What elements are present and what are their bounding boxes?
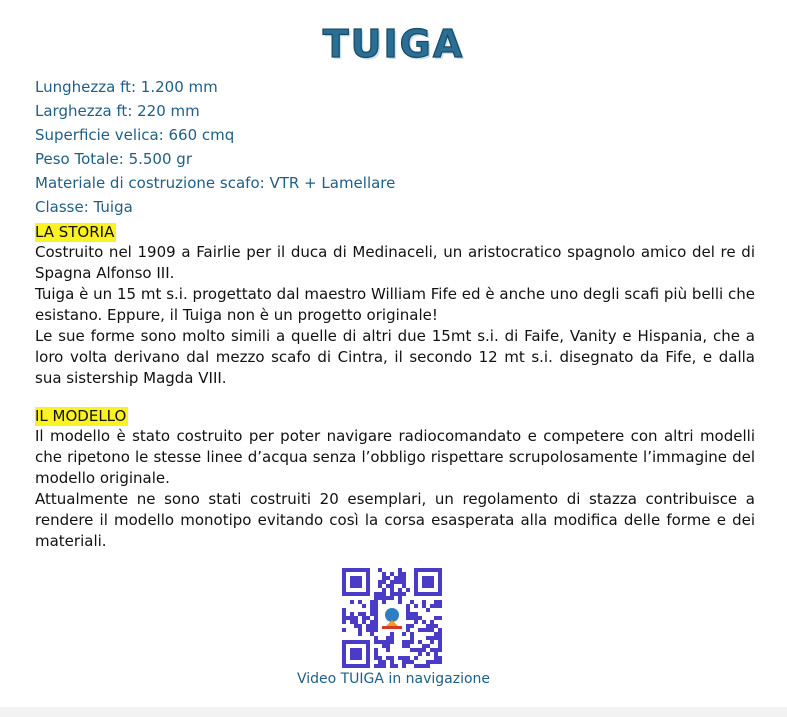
storia-paragraph: Le sue forme sono molto simili a quelle di altri due 15mt s.i. di Faife, Vanity e Hispania, che a loro volta derivano dal mezzo scafo di Cintra, il secondo 12 mt s.i. disegnato da Fife, e dalla sua sistership Magda VIII. <box>35 327 755 387</box>
spec-sail-area: Superficie velica: 660 cmq <box>35 126 235 144</box>
storia-paragraph: Costruito nel 1909 a Fairlie per il duca di Medinaceli, un aristocratico spagnolo amico del re di Spagna Alfonso III. <box>35 243 755 282</box>
section-heading-modello: IL MODELLO <box>35 407 127 425</box>
spec-width: Larghezza ft: 220 mm <box>35 102 200 120</box>
qr-code-image[interactable] <box>342 568 442 668</box>
qr-caption-link[interactable]: Video TUIGA in navigazione <box>296 671 491 687</box>
page-bottom-strip <box>0 707 787 717</box>
section-heading-storia: LA STORIA <box>35 223 115 241</box>
section-modello <box>35 406 755 552</box>
modello-paragraph: Attualmente ne sono stati costruiti 20 esemplari, un regolamento di stazza contribuisce a rendere il modello monotipo evitando così la corsa esasperata alla modifica delle forme e dei materiali. <box>35 490 755 550</box>
spec-hull-material: Materiale di costruzione scafo: VTR + Lamellare <box>35 174 396 192</box>
page-title: TUIGA <box>322 22 465 66</box>
specs-list <box>35 75 755 219</box>
spec-class: Classe: Tuiga <box>35 198 133 216</box>
storia-paragraph: Tuiga è un 15 mt s.i. progettato dal maestro William Fife ed è anche uno degli scafi più belli che esistano. Eppure, il Tuiga non è un progetto originale! <box>35 285 755 324</box>
spec-weight: Peso Totale: 5.500 gr <box>35 150 192 168</box>
modello-paragraph: Il modello è stato costruito per poter navigare radiocomandato e competere con altri modelli che ripetono le stesse linee d’acqua senza l’obbligo rispettare scrupolosamente l’immagine del modello originale. <box>35 427 755 487</box>
spec-length: Lunghezza ft: 1.200 mm <box>35 78 218 96</box>
section-storia <box>35 222 755 389</box>
qr-code[interactable] <box>342 568 442 668</box>
